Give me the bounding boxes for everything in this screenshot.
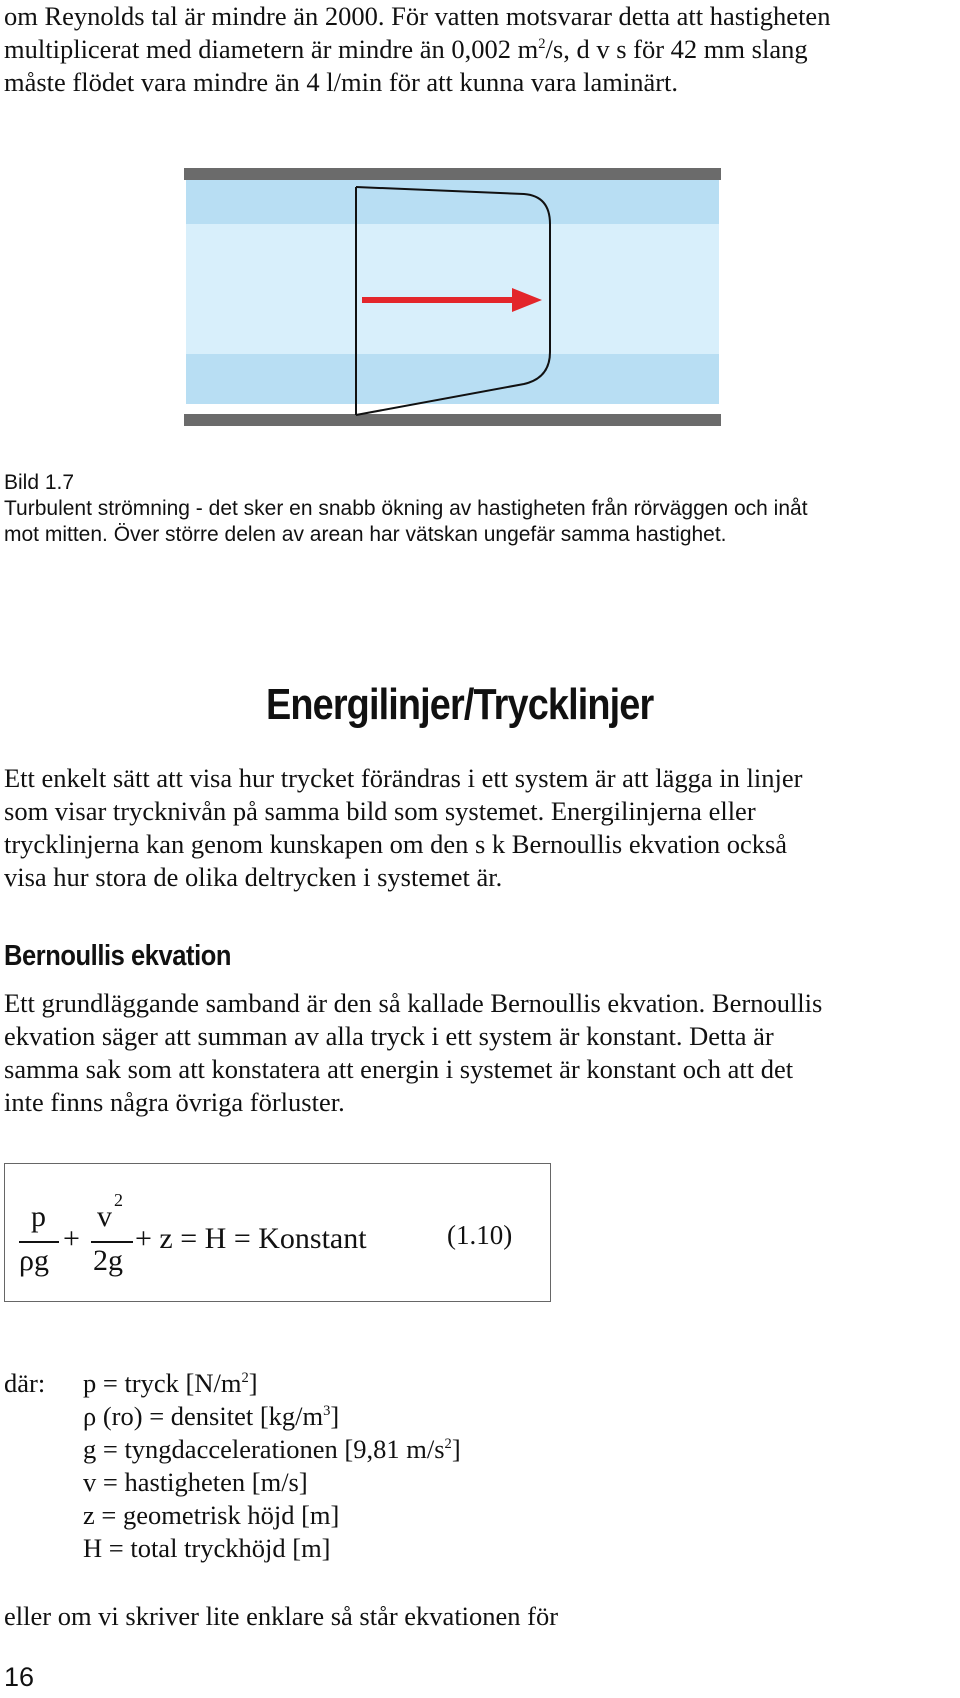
equation-numerator-p: p [31,1200,46,1233]
intro-line-1: om Reynolds tal är mindre än 2000. För vatten motsvarar detta att hastigheten [4,1,831,31]
section-heading: Energilinjer/Trycklinjer [266,680,654,729]
definition-text: ρ (ro) = densitet [kg/m [83,1401,324,1431]
water-band-center [186,224,719,354]
intro-line-2-tail: /s, d v s för 42 mm slang [545,34,808,64]
equation-box [4,1163,551,1302]
definitions-label: där: [4,1368,46,1398]
caption-line-2: mot mitten. Över större delen av arean har vätskan ungefär samma hastighet. [4,523,727,546]
definition-sup: 3 [323,1403,331,1420]
equation-rest: + z = H = Konstant [135,1222,367,1255]
definition-text: v = hastigheten [m/s] [83,1467,308,1497]
fraction-bar-1 [19,1241,59,1243]
energy-lines-paragraph [4,762,802,894]
equation-numerator-v: v [97,1200,112,1233]
definition-sup: 2 [241,1370,249,1387]
definition-text: p = tryck [N/m [83,1368,242,1398]
equation [5,1164,552,1303]
definition-sup: 2 [444,1436,452,1453]
intro-paragraph [4,0,830,99]
turbulent-flow-figure [184,166,724,432]
intro-superscript: 2 [538,36,546,53]
paragraph-line: inte finns några övriga förluster. [4,1087,345,1117]
pipe-wall-bottom [184,414,721,426]
paragraph-line: som visar trycknivån på samma bild som systemet. Energilinjerna eller [4,796,756,826]
figure-caption [4,470,808,548]
page-number: 16 [4,1662,35,1692]
definition-tail: ] [451,1434,461,1464]
definition-velocity [83,1466,461,1499]
intro-line-2-text: multiplicerat med diametern är mindre än 0,002 m [4,34,539,64]
definitions-list [83,1367,461,1565]
definition-text: g = tyngdaccelerationen [9,81 m/s [83,1434,445,1464]
definition-text: z = geometrisk höjd [m] [83,1500,340,1530]
fraction-bar-2 [91,1241,133,1243]
closing-line: eller om vi skriver lite enklare så står ekvationen för [4,1601,559,1631]
bernoulli-paragraph [4,987,822,1119]
intro-line-2 [4,33,830,66]
water-band-top [186,180,719,224]
caption-label: Bild 1.7 [4,471,75,494]
definition-pressure [83,1367,461,1400]
definition-text: H = total tryckhöjd [m] [83,1533,331,1563]
equation-denominator-rho-g: ρg [19,1244,49,1277]
equation-number: (1.10) [447,1220,513,1250]
definition-tail: ] [330,1401,340,1431]
subsection-heading: Bernoullis ekvation [4,940,232,972]
paragraph-line: Ett enkelt sätt att visa hur trycket förändras i ett system är att lägga in linjer [4,763,803,793]
intro-line-3: måste flödet vara mindre än 4 l/min för att kunna vara laminärt. [4,67,679,97]
equation-v-exponent: 2 [114,1190,123,1210]
paragraph-line: visa hur stora de olika deltrycken i systemet är. [4,862,503,892]
caption-line-1: Turbulent strömning - det sker en snabb ökning av hastigheten från rörväggen och inåt [4,497,808,520]
definition-tail: ] [248,1368,258,1398]
paragraph-line: trycklinjerna kan genom kunskapen om den s k Bernoullis ekvation också [4,829,788,859]
paragraph-line: ekvation säger att summan av alla tryck i ett system är konstant. Detta är [4,1021,774,1051]
definition-height [83,1499,461,1532]
paragraph-line: Ett grundläggande samband är den så kallade Bernoullis ekvation. Bernoullis [4,988,823,1018]
equation-plus-1: + [63,1222,80,1255]
definition-gravity [83,1433,461,1466]
equation-denominator-2g: 2g [93,1244,123,1277]
paragraph-line: samma sak som att konstatera att energin i systemet är konstant och att det [4,1054,794,1084]
pipe-wall-top [184,168,721,180]
definition-density [83,1400,461,1433]
definition-total-head [83,1532,461,1565]
